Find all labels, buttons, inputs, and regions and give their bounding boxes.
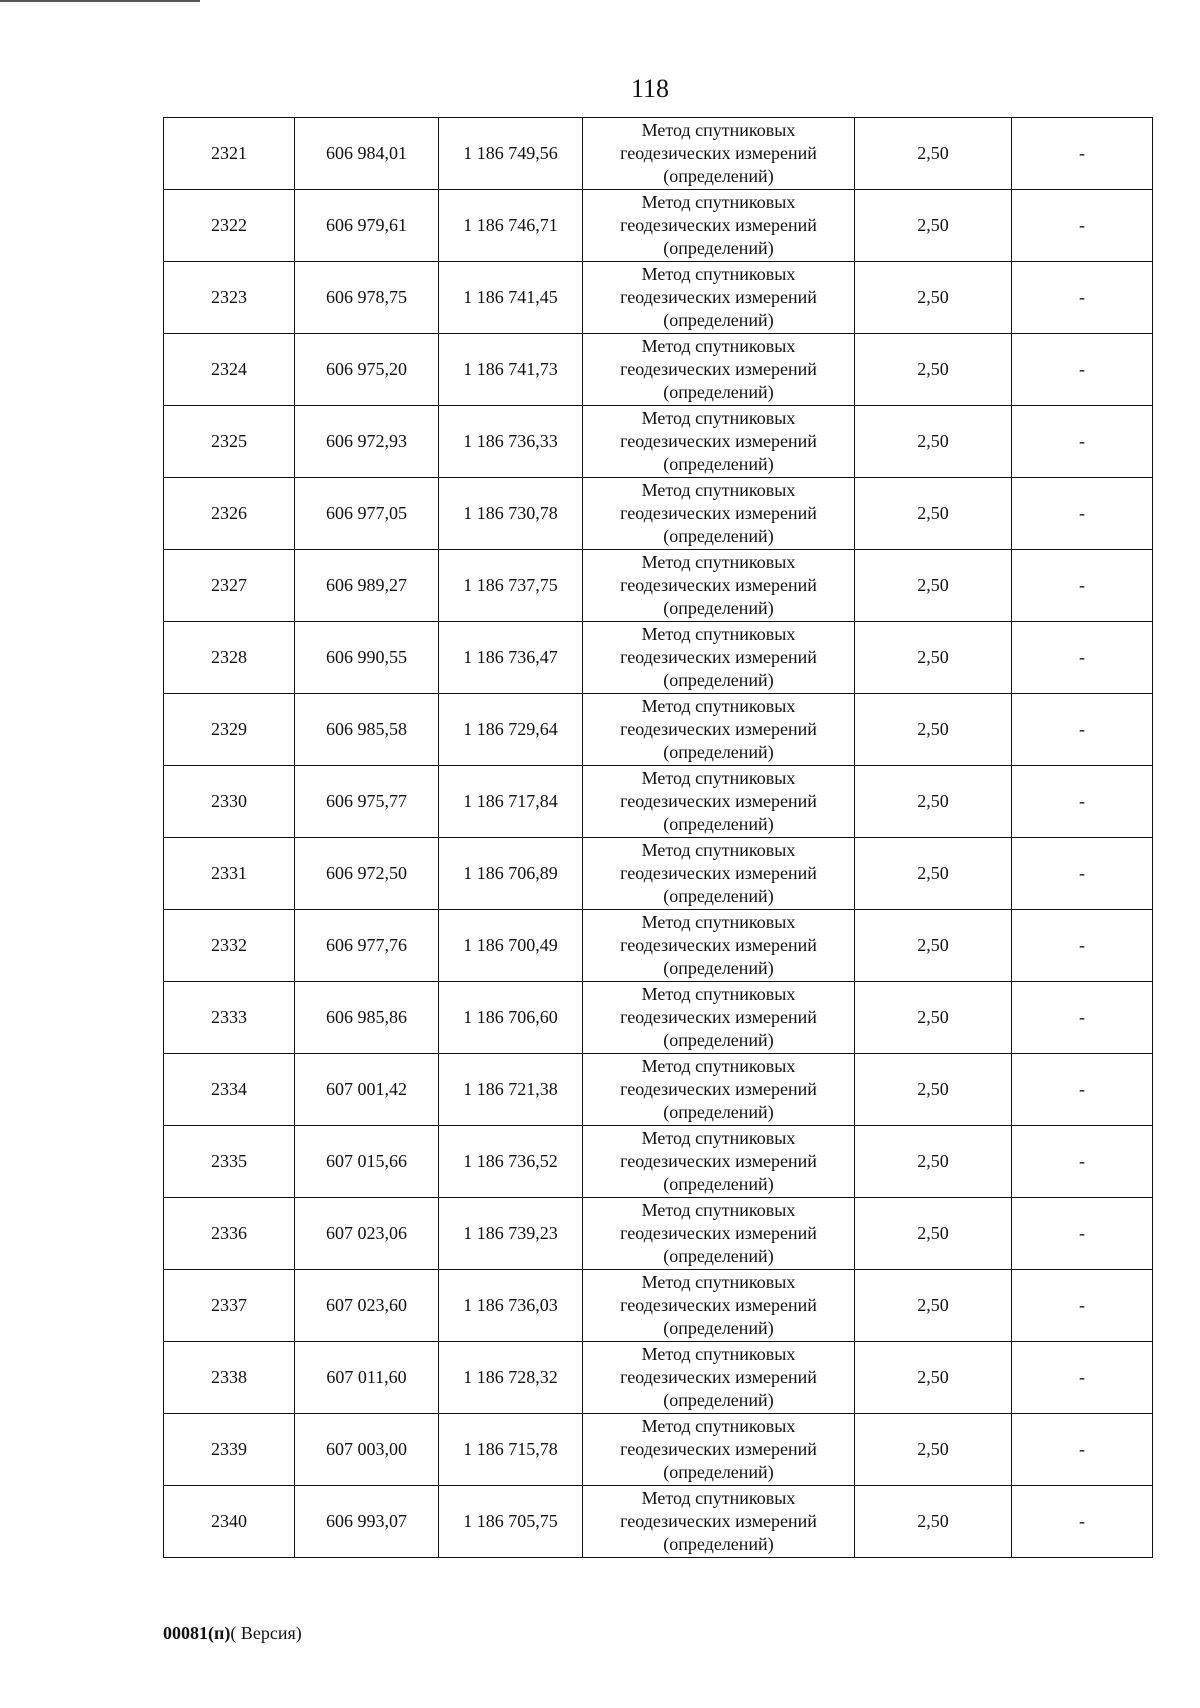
description-cell: - (1012, 334, 1153, 406)
description-cell: - (1012, 982, 1153, 1054)
accuracy-cell: 2,50 (855, 1414, 1012, 1486)
method-cell (583, 1126, 855, 1198)
scan-edge-line (0, 0, 200, 2)
method-cell (583, 1054, 855, 1126)
point-number-cell: 2322 (164, 190, 295, 262)
description-cell: - (1012, 262, 1153, 334)
accuracy-cell: 2,50 (855, 1054, 1012, 1126)
accuracy-cell: 2,50 (855, 478, 1012, 550)
method-text: Метод спутниковых геодезических измерений (определений) (620, 552, 817, 618)
document-code: 00081(п) (163, 1623, 231, 1643)
point-number-cell: 2321 (164, 118, 295, 190)
description-cell: - (1012, 406, 1153, 478)
accuracy-cell: 2,50 (855, 1198, 1012, 1270)
description-cell: - (1012, 1054, 1153, 1126)
method-text: Метод спутниковых геодезических измерений (определений) (620, 1416, 817, 1482)
table-row (164, 838, 1153, 910)
method-cell (583, 1198, 855, 1270)
y-coordinate-cell: 1 186 746,71 (439, 190, 583, 262)
y-coordinate-cell: 1 186 721,38 (439, 1054, 583, 1126)
table-row (164, 1054, 1153, 1126)
method-text: Метод спутниковых геодезических измерений (определений) (620, 840, 817, 906)
method-cell (583, 478, 855, 550)
accuracy-cell: 2,50 (855, 622, 1012, 694)
document-footer (163, 1622, 302, 1644)
point-number-cell: 2335 (164, 1126, 295, 1198)
coordinates-table-body (164, 118, 1153, 1558)
table-row (164, 190, 1153, 262)
y-coordinate-cell: 1 186 728,32 (439, 1342, 583, 1414)
y-coordinate-cell: 1 186 706,60 (439, 982, 583, 1054)
x-coordinate-cell: 606 990,55 (295, 622, 439, 694)
y-coordinate-cell: 1 186 736,47 (439, 622, 583, 694)
y-coordinate-cell: 1 186 729,64 (439, 694, 583, 766)
description-cell: - (1012, 694, 1153, 766)
method-cell (583, 1342, 855, 1414)
accuracy-cell: 2,50 (855, 262, 1012, 334)
x-coordinate-cell: 606 979,61 (295, 190, 439, 262)
description-cell: - (1012, 478, 1153, 550)
accuracy-cell: 2,50 (855, 1126, 1012, 1198)
x-coordinate-cell: 607 023,06 (295, 1198, 439, 1270)
table-row (164, 118, 1153, 190)
method-cell (583, 334, 855, 406)
method-text: Метод спутниковых геодезических измерений (определений) (620, 264, 817, 330)
point-number-cell: 2339 (164, 1414, 295, 1486)
method-cell (583, 694, 855, 766)
x-coordinate-cell: 606 975,77 (295, 766, 439, 838)
accuracy-cell: 2,50 (855, 190, 1012, 262)
table-row (164, 406, 1153, 478)
table-row (164, 550, 1153, 622)
table-row (164, 334, 1153, 406)
method-cell (583, 1486, 855, 1558)
method-text: Метод спутниковых геодезических измерений (определений) (620, 192, 817, 258)
x-coordinate-cell: 606 972,93 (295, 406, 439, 478)
x-coordinate-cell: 607 015,66 (295, 1126, 439, 1198)
y-coordinate-cell: 1 186 741,73 (439, 334, 583, 406)
method-cell (583, 622, 855, 694)
accuracy-cell: 2,50 (855, 694, 1012, 766)
point-number-cell: 2329 (164, 694, 295, 766)
description-cell: - (1012, 1126, 1153, 1198)
x-coordinate-cell: 607 023,60 (295, 1270, 439, 1342)
description-cell: - (1012, 838, 1153, 910)
method-text: Метод спутниковых геодезических измерений (определений) (620, 912, 817, 978)
accuracy-cell: 2,50 (855, 1270, 1012, 1342)
x-coordinate-cell: 606 989,27 (295, 550, 439, 622)
point-number-cell: 2328 (164, 622, 295, 694)
table-row (164, 478, 1153, 550)
point-number-cell: 2324 (164, 334, 295, 406)
method-text: Метод спутниковых геодезических измерений (определений) (620, 120, 817, 186)
table-row (164, 262, 1153, 334)
method-text: Метод спутниковых геодезических измерений (определений) (620, 1344, 817, 1410)
description-cell: - (1012, 1198, 1153, 1270)
point-number-cell: 2336 (164, 1198, 295, 1270)
x-coordinate-cell: 607 011,60 (295, 1342, 439, 1414)
y-coordinate-cell: 1 186 741,45 (439, 262, 583, 334)
y-coordinate-cell: 1 186 700,49 (439, 910, 583, 982)
y-coordinate-cell: 1 186 749,56 (439, 118, 583, 190)
table-row (164, 1342, 1153, 1414)
accuracy-cell: 2,50 (855, 334, 1012, 406)
x-coordinate-cell: 606 978,75 (295, 262, 439, 334)
description-cell: - (1012, 1270, 1153, 1342)
accuracy-cell: 2,50 (855, 838, 1012, 910)
x-coordinate-cell: 606 977,76 (295, 910, 439, 982)
page-number: 118 (630, 74, 670, 103)
method-text: Метод спутниковых геодезических измерений (определений) (620, 696, 817, 762)
method-cell (583, 190, 855, 262)
table-row (164, 1486, 1153, 1558)
description-cell: - (1012, 550, 1153, 622)
table-row (164, 982, 1153, 1054)
method-text: Метод спутниковых геодезических измерений (определений) (620, 1056, 817, 1122)
accuracy-cell: 2,50 (855, 910, 1012, 982)
point-number-cell: 2326 (164, 478, 295, 550)
accuracy-cell: 2,50 (855, 982, 1012, 1054)
table-row (164, 1270, 1153, 1342)
accuracy-cell: 2,50 (855, 118, 1012, 190)
table-row (164, 910, 1153, 982)
point-number-cell: 2338 (164, 1342, 295, 1414)
y-coordinate-cell: 1 186 736,03 (439, 1270, 583, 1342)
method-text: Метод спутниковых геодезических измерений (определений) (620, 624, 817, 690)
description-cell: - (1012, 622, 1153, 694)
y-coordinate-cell: 1 186 739,23 (439, 1198, 583, 1270)
y-coordinate-cell: 1 186 715,78 (439, 1414, 583, 1486)
description-cell: - (1012, 118, 1153, 190)
x-coordinate-cell: 607 001,42 (295, 1054, 439, 1126)
x-coordinate-cell: 606 984,01 (295, 118, 439, 190)
y-coordinate-cell: 1 186 736,52 (439, 1126, 583, 1198)
x-coordinate-cell: 606 972,50 (295, 838, 439, 910)
table-row (164, 622, 1153, 694)
method-text: Метод спутниковых геодезических измерений (определений) (620, 408, 817, 474)
table-row (164, 1414, 1153, 1486)
document-version: ( Версия) (230, 1623, 302, 1643)
point-number-cell: 2334 (164, 1054, 295, 1126)
y-coordinate-cell: 1 186 706,89 (439, 838, 583, 910)
method-cell (583, 766, 855, 838)
point-number-cell: 2340 (164, 1486, 295, 1558)
method-text: Метод спутниковых геодезических измерений (определений) (620, 1200, 817, 1266)
x-coordinate-cell: 606 985,86 (295, 982, 439, 1054)
y-coordinate-cell: 1 186 730,78 (439, 478, 583, 550)
accuracy-cell: 2,50 (855, 766, 1012, 838)
point-number-cell: 2333 (164, 982, 295, 1054)
x-coordinate-cell: 606 975,20 (295, 334, 439, 406)
method-text: Метод спутниковых геодезических измерений (определений) (620, 768, 817, 834)
x-coordinate-cell: 606 993,07 (295, 1486, 439, 1558)
table-row (164, 766, 1153, 838)
description-cell: - (1012, 1486, 1153, 1558)
method-cell (583, 406, 855, 478)
description-cell: - (1012, 190, 1153, 262)
accuracy-cell: 2,50 (855, 406, 1012, 478)
x-coordinate-cell: 607 003,00 (295, 1414, 439, 1486)
x-coordinate-cell: 606 977,05 (295, 478, 439, 550)
method-cell (583, 118, 855, 190)
description-cell: - (1012, 1414, 1153, 1486)
description-cell: - (1012, 1342, 1153, 1414)
method-cell (583, 1270, 855, 1342)
point-number-cell: 2325 (164, 406, 295, 478)
method-text: Метод спутниковых геодезических измерений (определений) (620, 1272, 817, 1338)
y-coordinate-cell: 1 186 717,84 (439, 766, 583, 838)
accuracy-cell: 2,50 (855, 550, 1012, 622)
point-number-cell: 2323 (164, 262, 295, 334)
method-text: Метод спутниковых геодезических измерений (определений) (620, 1128, 817, 1194)
y-coordinate-cell: 1 186 736,33 (439, 406, 583, 478)
method-text: Метод спутниковых геодезических измерений (определений) (620, 336, 817, 402)
table-row (164, 1126, 1153, 1198)
accuracy-cell: 2,50 (855, 1342, 1012, 1414)
method-text: Метод спутниковых геодезических измерений (определений) (620, 1488, 817, 1554)
table-row (164, 694, 1153, 766)
description-cell: - (1012, 910, 1153, 982)
point-number-cell: 2332 (164, 910, 295, 982)
table-row (164, 1198, 1153, 1270)
accuracy-cell: 2,50 (855, 1486, 1012, 1558)
method-text: Метод спутниковых геодезических измерений (определений) (620, 984, 817, 1050)
method-cell (583, 262, 855, 334)
description-cell: - (1012, 766, 1153, 838)
point-number-cell: 2330 (164, 766, 295, 838)
coordinates-table (163, 117, 1153, 1558)
point-number-cell: 2327 (164, 550, 295, 622)
x-coordinate-cell: 606 985,58 (295, 694, 439, 766)
point-number-cell: 2337 (164, 1270, 295, 1342)
point-number-cell: 2331 (164, 838, 295, 910)
y-coordinate-cell: 1 186 737,75 (439, 550, 583, 622)
method-cell (583, 550, 855, 622)
method-cell (583, 982, 855, 1054)
method-text: Метод спутниковых геодезических измерений (определений) (620, 480, 817, 546)
method-cell (583, 1414, 855, 1486)
method-cell (583, 838, 855, 910)
y-coordinate-cell: 1 186 705,75 (439, 1486, 583, 1558)
method-cell (583, 910, 855, 982)
